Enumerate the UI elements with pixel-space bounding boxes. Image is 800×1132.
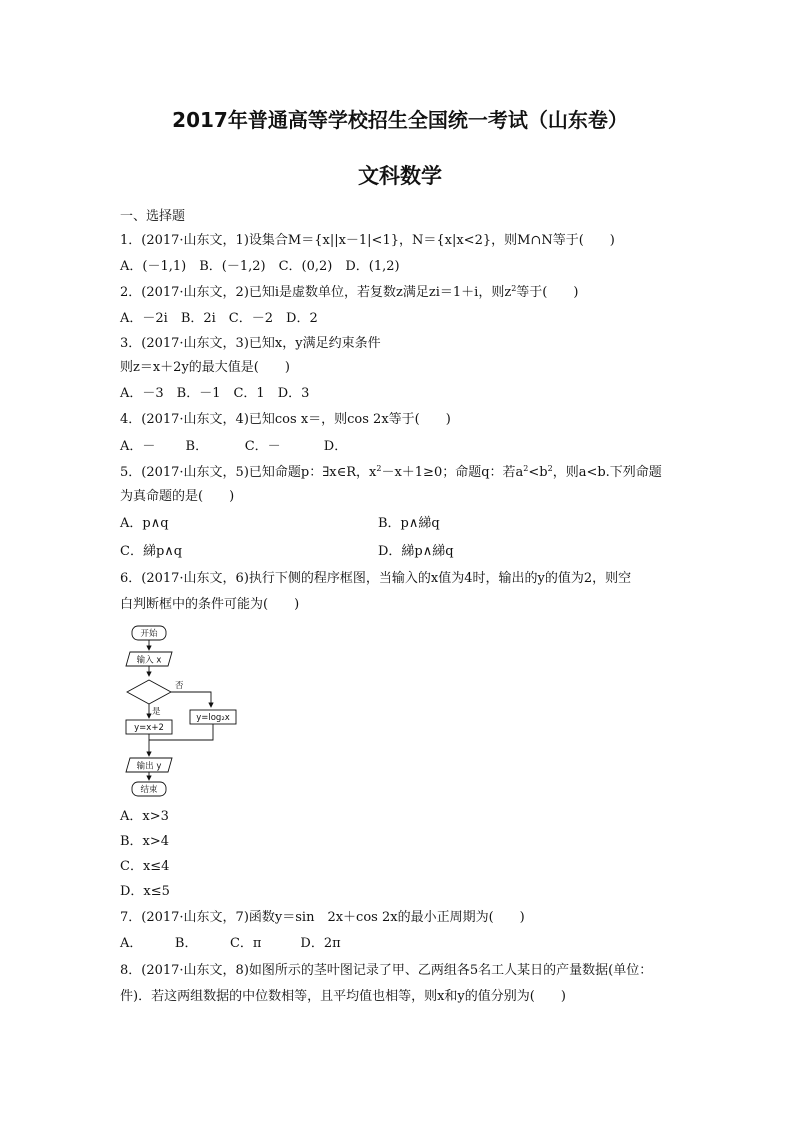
q4-stem: 4．(2017·山东文，4)已知cos x＝，则cos 2x等于( )	[120, 412, 451, 427]
q5-stem: 5．(2017·山东文，5)已知命题p：∃x∈R，$x^2-x+1\ge 0$；命题q：若$a^2<b^2$，则a<b.下列命题	[120, 464, 662, 480]
flow-decision-node	[127, 680, 171, 704]
flow-yes-label: 是	[152, 707, 161, 717]
flow-start-label: 开始	[140, 629, 158, 639]
flow-no-label: 否	[175, 681, 184, 691]
q5-option-a: A．p∧q	[120, 516, 169, 531]
q7-stem: 7．(2017·山东文，7)函数y＝sin 2x＋cos 2x的最小正周期为( )	[120, 910, 525, 925]
q3-stem-2: 则z＝x＋2y的最大值是( )	[120, 360, 290, 375]
q6-option-d: D．x≤5	[120, 884, 170, 899]
flow-input-label: 输入 x	[136, 655, 162, 666]
exam-title: 2017年普通高等学校招生全国统一考试（山东卷）	[172, 108, 628, 132]
q8-stem: 8．(2017·山东文，8)如图所示的茎叶图记录了甲、乙两组各5名工人某日的产量数据(单位：	[120, 963, 653, 978]
q6-option-a: A．x>3	[120, 809, 169, 824]
q5-option-c: C．綈p∧q	[120, 544, 183, 559]
exam-subtitle: 文科数学	[358, 164, 442, 188]
q6-option-c: C．x≤4	[120, 859, 170, 874]
q2-options: A．－2i B．2i C．－2 D．2	[120, 311, 318, 326]
q5-stem-2: 为真命题的是( )	[120, 489, 235, 504]
q1-stem: 1．(2017·山东文，1)设集合M＝{x||x－1|<1}，N＝{x|x<2}，则M∩N等于( )	[120, 233, 615, 248]
q5-option-b: B．p∧綈q	[378, 516, 440, 531]
q6-stem-2: 白判断框中的条件可能为( )	[120, 597, 300, 612]
q5-option-d: D．綈p∧綈q	[378, 544, 454, 559]
flow-output-label: 输出 y	[136, 761, 162, 772]
flowchart	[118, 622, 248, 802]
q4-options: A．－ B． C．－ D．	[120, 439, 348, 454]
flow-no-box-label: y=log₂x	[196, 713, 230, 723]
q8-stem-2: 件)．若这两组数据的中位数相等，且平均值也相等，则x和y的值分别为( )	[120, 989, 566, 1004]
flow-yes-box-label: y=x+2	[134, 723, 164, 733]
flow-end-label: 结束	[140, 785, 158, 795]
section-heading: 一、选择题	[120, 209, 186, 224]
q3-options: A．－3 B．－1 C．1 D．3	[120, 386, 310, 401]
q7-options: A． B． C．π D．2π	[120, 936, 341, 951]
q3-stem: 3．(2017·山东文，3)已知x，y满足约束条件	[120, 336, 381, 351]
q6-option-b: B．x>4	[120, 834, 170, 849]
q2-stem: 2．(2017·山东文，2)已知i是虚数单位，若复数z满足zi＝1＋i，则$z^2$等于( )	[120, 284, 579, 300]
q1-options: A．(－1,1) B．(－1,2) C．(0,2) D．(1,2)	[120, 259, 400, 274]
q6-stem: 6．(2017·山东文，6)执行下侧的程序框图，当输入的x值为4时，输出的y的值为2，则空	[120, 571, 632, 586]
